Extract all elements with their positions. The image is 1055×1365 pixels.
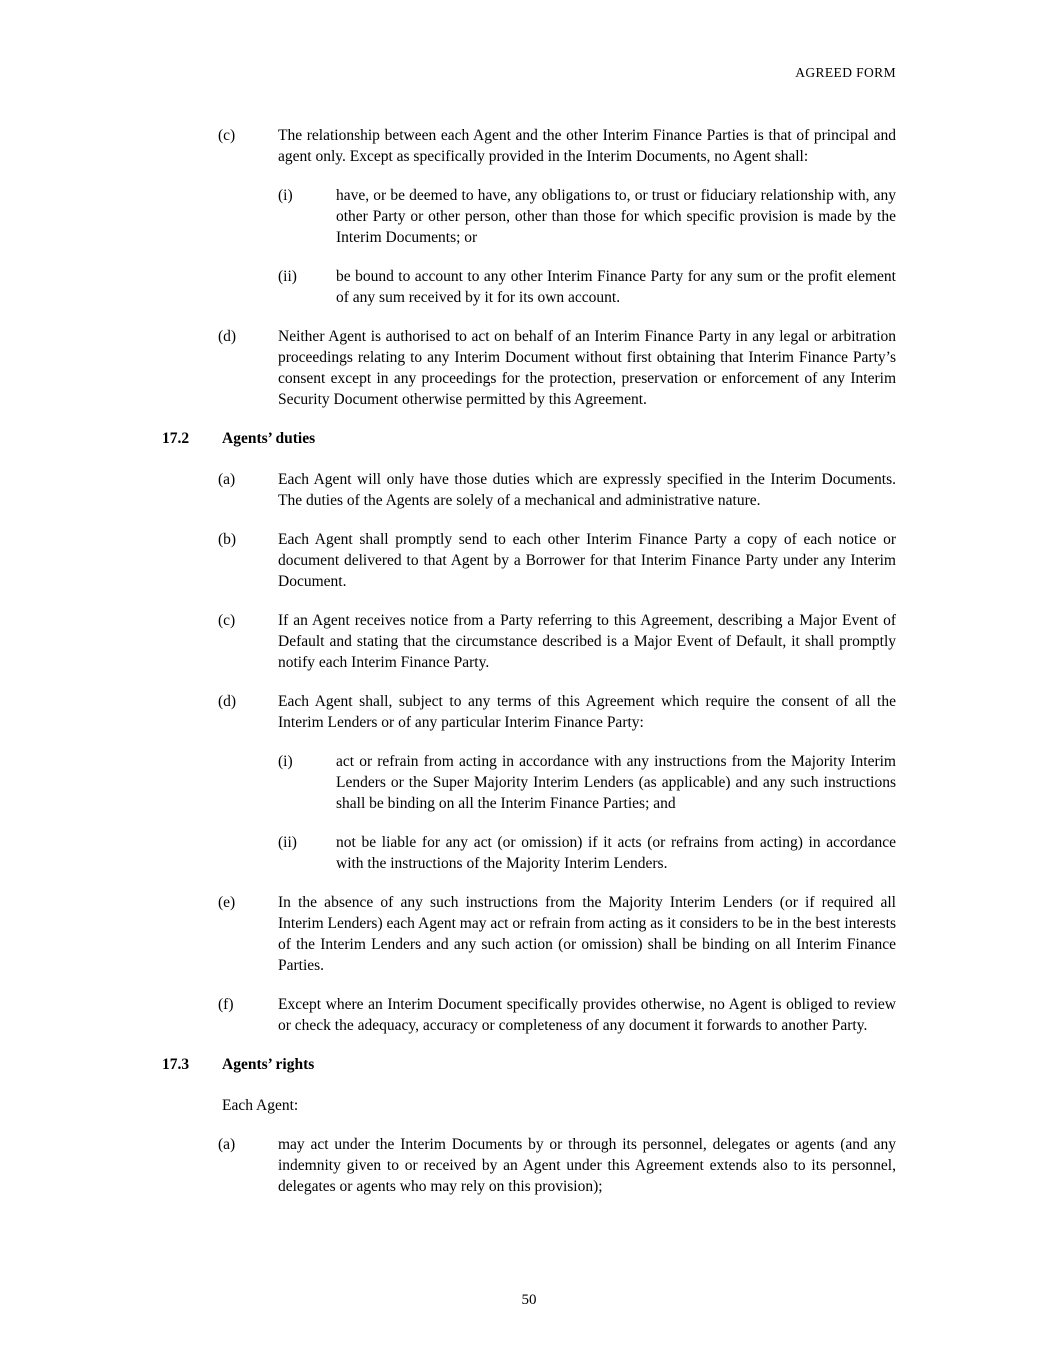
page-content: [162, 62, 896, 1215]
section-title: Agents’ duties: [222, 430, 316, 447]
subclause-text: be bound to account to any other Interim Finance Party for any sum or the profit element of any sum received by it for its own account.: [336, 268, 896, 306]
subclause-item-i2: [162, 751, 896, 814]
section-title: Agents’ rights: [222, 1056, 315, 1073]
clause-text: may act under the Interim Documents by or through its personnel, delegates or agents (and any indemnity given to or received by an Agent under this Agreement extends also to its personnel, delegates or agents who may rely on this provision);: [278, 1136, 896, 1195]
clause-item-a2: [162, 1134, 896, 1197]
clause-label: (b): [218, 531, 237, 548]
subclause-item-ii: [162, 266, 896, 308]
clause-text: Except where an Interim Document specifically provides otherwise, no Agent is obliged to review or check the adequacy, accuracy or completeness of any document it forwards to another Party.: [278, 996, 896, 1034]
subclause-text: not be liable for any act (or omission) if it acts (or refrains from acting) in accordance with the instructions of the Majority Interim Lenders.: [336, 834, 896, 872]
clause-label: (c): [218, 127, 236, 144]
clause-item-d2: [162, 691, 896, 733]
section-heading-17-3: [162, 1054, 896, 1075]
clause-text: The relationship between each Agent and the other Interim Finance Parties is that of principal and agent only. Except as specifically provided in the Interim Documents, no Agent shall:: [278, 127, 896, 165]
clause-label: (d): [218, 693, 237, 710]
subclause-text: act or refrain from acting in accordance with any instructions from the Majority Interim Lenders or the Super Majority Interim Lenders (as applicable) and any such instructions shall be binding on all the Interim Finance Parties; and: [336, 753, 896, 812]
subclause-label: (ii): [278, 834, 297, 851]
clause-item-f: [162, 994, 896, 1036]
subclause-text: have, or be deemed to have, any obligations to, or trust or fiduciary relationship with, any other Party or other person, other than those for which specific provision is made by the Interim Documents; or: [336, 187, 896, 246]
clause-item-c2: [162, 610, 896, 673]
clause-item-e: [162, 892, 896, 976]
clause-text: Each Agent shall, subject to any terms of this Agreement which require the consent of all the Interim Lenders or of any particular Interim Finance Party:: [278, 693, 896, 731]
clause-item-b: [162, 529, 896, 592]
subclause-item-ii2: [162, 832, 896, 874]
subclause-label: (ii): [278, 268, 297, 285]
section-heading-17-2: [162, 428, 896, 449]
clause-label: (f): [218, 996, 234, 1013]
clause-item-a: [162, 469, 896, 511]
subclause-label: (i): [278, 753, 293, 770]
section-number: 17.2: [162, 430, 190, 447]
clause-text: In the absence of any such instructions from the Majority Interim Lenders (or if required all Interim Lenders) each Agent may act or refrain from acting as it considers to be in the best interests of the Interim Lenders and any such action (or omission) shall be binding on all Interim Finance Parties.: [278, 894, 896, 974]
clause-item-d: [162, 326, 896, 410]
lead-in-paragraph: Each Agent:: [222, 1097, 299, 1114]
subclause-item-i: [162, 185, 896, 248]
subclause-label: (i): [278, 187, 293, 204]
clause-item-c: [162, 125, 896, 167]
clause-label: (c): [218, 612, 236, 629]
clause-text: Each Agent shall promptly send to each other Interim Finance Party a copy of each notice or document delivered to that Agent by a Borrower for that Interim Finance Party under any Interim Document.: [278, 531, 896, 590]
document-header-label: AGREED FORM: [795, 65, 896, 80]
page-number: 50: [521, 1292, 537, 1308]
clause-text: If an Agent receives notice from a Party referring to this Agreement, describing a Major Event of Default and stating that the circumstance described is a Major Event of Default, it shall promptly notify each Interim Finance Party.: [278, 612, 896, 671]
section-number: 17.3: [162, 1056, 190, 1073]
clause-text: Neither Agent is authorised to act on behalf of an Interim Finance Party in any legal or arbitration proceedings relating to any Interim Document without first obtaining that Interim Finance Party’s consent except in any proceedings for the protection, preservation or enforcement of any Interim Security Document otherwise permitted by this Agreement.: [278, 328, 896, 408]
clause-text: Each Agent will only have those duties which are expressly specified in the Interim Documents. The duties of the Agents are solely of a mechanical and administrative nature.: [278, 471, 896, 509]
clause-label: (e): [218, 894, 236, 911]
clause-label: (a): [218, 1136, 236, 1153]
clause-label: (d): [218, 328, 237, 345]
clause-label: (a): [218, 471, 236, 488]
